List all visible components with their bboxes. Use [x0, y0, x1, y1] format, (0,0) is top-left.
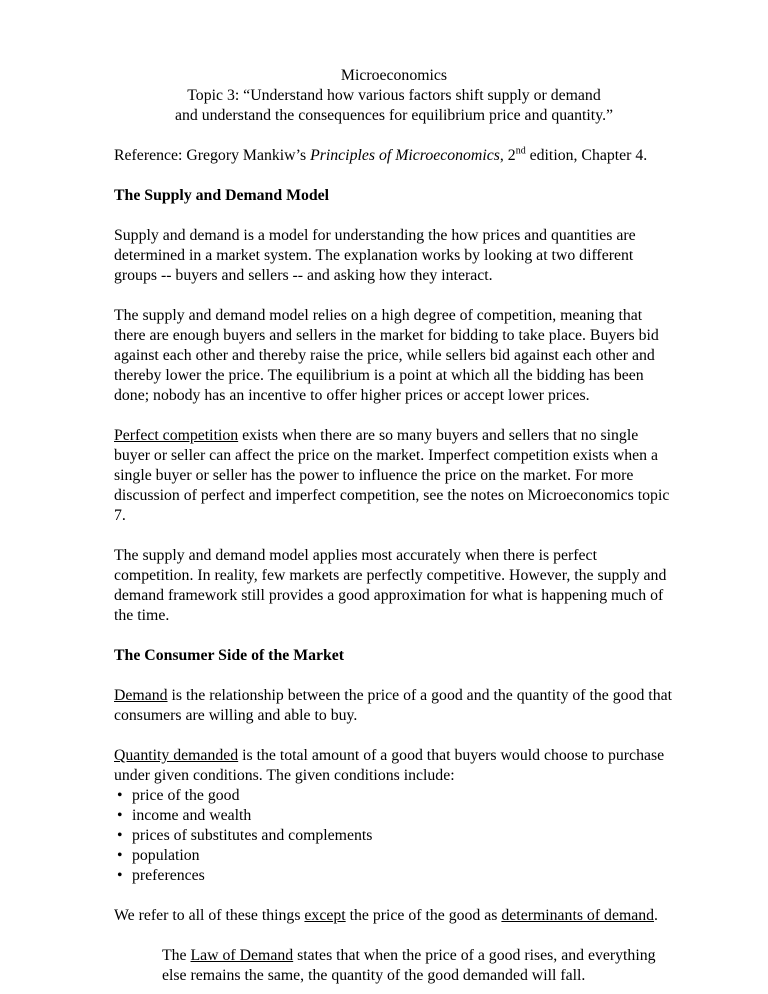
paragraph-law-of-demand: The Law of Demand states that when the price of a good rises, and everything else remains the same, the quantity of the good demanded will fall. — [162, 947, 656, 984]
paragraph-perfect-competition — [114, 426, 674, 526]
conditions-list — [114, 786, 674, 886]
list-item: • income and wealth — [117, 807, 252, 824]
paragraph-quantity-demanded — [114, 746, 674, 786]
reference-edition-sup: nd — [515, 145, 526, 157]
reference-chapter: edition, Chapter 4. — [525, 147, 648, 164]
term-determinants-of-demand: determinants of demand — [501, 907, 655, 924]
quantity-demanded-text: is the total amount of a good that buyers would choose to purchase under given conditions. The given conditions include: — [114, 747, 665, 784]
bullet-icon: • — [117, 867, 123, 884]
term-except: except — [304, 907, 346, 924]
term-perfect-competition: Perfect competition — [114, 427, 239, 444]
bullet-icon: • — [117, 847, 123, 864]
paragraph-competition: The supply and demand model relies on a high degree of competition, meaning that there are enough buyers and sellers in the market for bidding to take place. Buyers bid against each other and thereby raise the price, while sellers bid against each other and thereby lower the price. The equilibrium is a point at which all the bidding has been done; nobody has an incentive to offer higher prices or accept lower prices. — [114, 307, 659, 404]
perfect-competition-text: exists when there are so many buyers and sellers that no single buyer or seller can affect the price on the market. Imperfect competition exists when a single buyer or seller has the power to influence the price on the market. For more discussion of perfect and imperfect competition, see the notes on Microeconomics topic 7. — [114, 427, 670, 524]
list-item: • population — [117, 847, 200, 864]
heading-consumer-side: The Consumer Side of the Market — [114, 647, 345, 664]
course-title: Microeconomics — [340, 67, 448, 84]
paragraph-model-intro: Supply and demand is a model for understanding the how prices and quantities are determined in a market system. The explanation works by looking at two different groups -- buyers and sellers -- and asking how they interact. — [114, 227, 636, 284]
paragraph-determinants: We refer to all of these things except the price of the good as determinants of demand. — [114, 907, 658, 924]
paragraph-demand — [114, 686, 674, 726]
bullet-icon: • — [117, 807, 123, 824]
list-item: • prices of substitutes and complements — [117, 827, 373, 844]
demand-definition-text: is the relationship between the price of a good and the quantity of the good that consumers are willing and able to buy. — [114, 687, 672, 724]
list-item: • price of the good — [117, 787, 240, 804]
reference-edition: , 2 — [499, 147, 516, 164]
topic-line-2: and understand the consequences for equilibrium price and quantity.” — [174, 107, 614, 124]
bullet-icon: • — [117, 787, 123, 804]
paragraph-model-accuracy: The supply and demand model applies most accurately when there is perfect competition. In reality, few markets are perfectly competitive. However, the supply and demand framework still provides a good approximation for what is happening much of the time. — [114, 547, 667, 624]
term-law-of-demand: Law of Demand — [190, 947, 294, 964]
reference-prefix: Reference: Gregory Mankiw’s — [114, 147, 311, 164]
title-block — [114, 66, 674, 126]
term-demand: Demand — [114, 687, 168, 704]
bullet-icon: • — [117, 827, 123, 844]
term-quantity-demanded: Quantity demanded — [114, 747, 239, 764]
heading-supply-demand-model: The Supply and Demand Model — [114, 187, 330, 204]
topic-line-1: Topic 3: “Understand how various factors shift supply or demand — [187, 87, 601, 104]
document-body — [114, 66, 674, 986]
reference-book-title: Principles of Microeconomics — [310, 147, 500, 164]
reference-line — [114, 146, 674, 166]
list-item: • preferences — [117, 867, 205, 884]
